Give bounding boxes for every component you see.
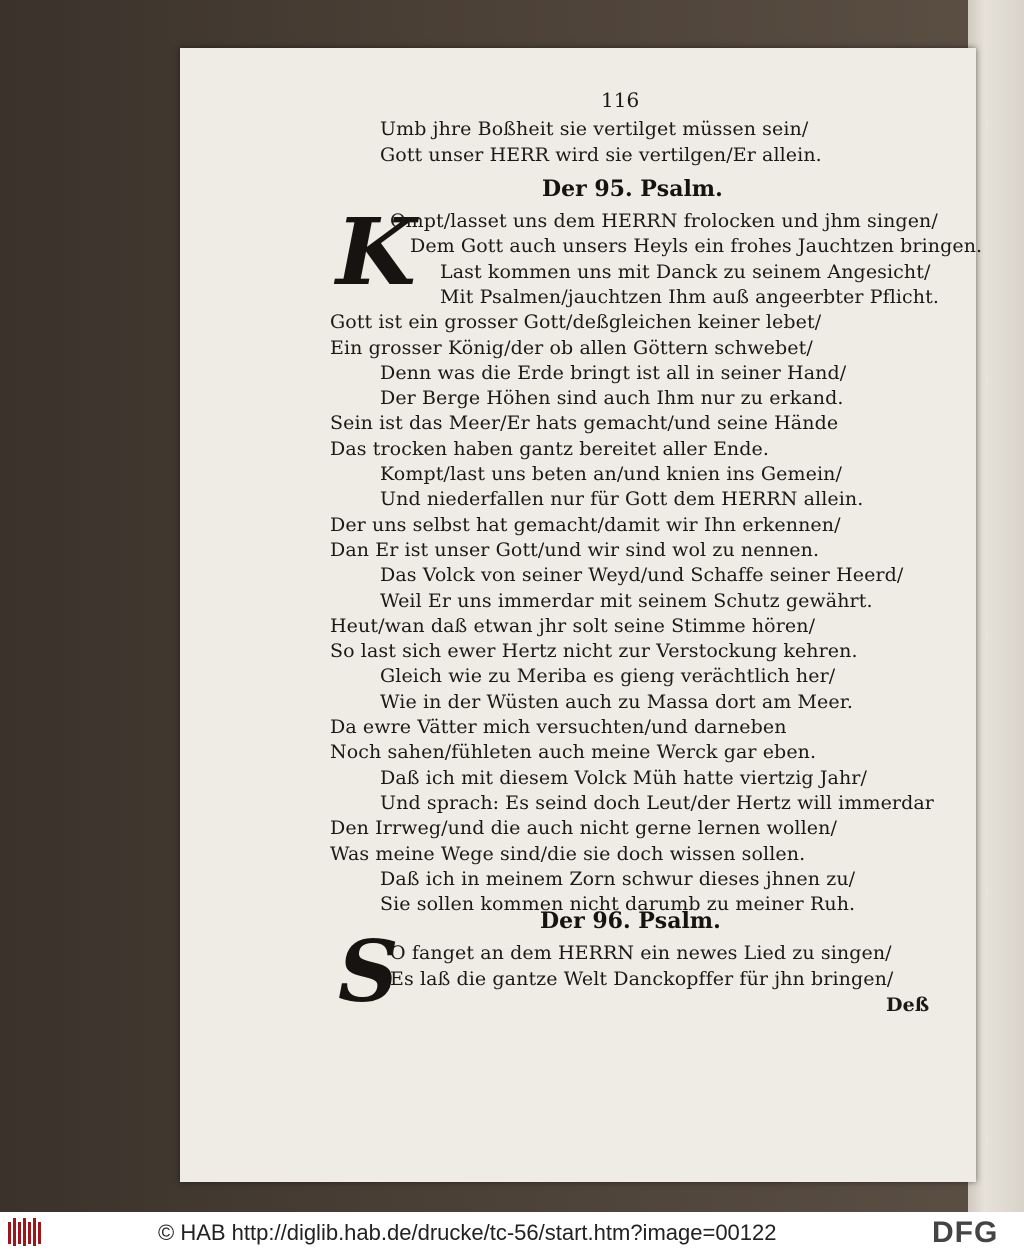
book-page [180, 48, 983, 1182]
text-line: Den Irrweg/und die auch nicht gerne lernen wollen/ [330, 817, 837, 839]
text-line: O fanget an dem HERRN ein newes Lied zu singen/ [390, 942, 892, 964]
text-line: Und sprach: Es seind doch Leut/der Hertz will immerdar [380, 792, 934, 814]
page-number: 116 [601, 88, 640, 112]
text-line: Weil Er uns immerdar mit seinem Schutz gewährt. [380, 590, 873, 612]
drop-cap: K [336, 198, 416, 306]
text-line: Umb jhre Boßheit sie vertilget müssen sein/ [380, 118, 809, 140]
text-line: Das Volck von seiner Weyd/und Schaffe seiner Heerd/ [380, 564, 904, 586]
text-line: Last kommen uns mit Danck zu seinem Angesicht/ [440, 261, 931, 283]
text-line: Dan Er ist unser Gott/und wir sind wol zu nennen. [330, 539, 820, 561]
text-line: Gott unser HERR wird sie vertilgen/Er allein. [380, 144, 822, 166]
show-through-text [976, 178, 1024, 1078]
text-line: So last sich ewer Hertz nicht zur Verstockung kehren. [330, 640, 858, 662]
text-line: Gleich wie zu Meriba es gieng verächtlich her/ [380, 665, 836, 687]
text-line: Noch sahen/fühleten auch meine Werck gar eben. [330, 741, 817, 763]
text-line: Mit Psalmen/jauchtzen Ihm auß angeerbter Pflicht. [440, 286, 940, 308]
text-line: Denn was die Erde bringt ist all in seiner Hand/ [380, 362, 847, 384]
text-line: Daß ich in meinem Zorn schwur dieses jhnen zu/ [380, 868, 856, 890]
text-line: Der Berge Höhen sind auch Ihm nur zu erkand. [380, 387, 844, 409]
text-line: Wie in der Wüsten auch zu Massa dort am Meer. [380, 691, 853, 713]
text-line: Daß ich mit diesem Volck Müh hatte viertzig Jahr/ [380, 767, 867, 789]
catchword: Deß [886, 994, 930, 1016]
text-line: Heut/wan daß etwan jhr solt seine Stimme hören/ [330, 615, 816, 637]
drop-cap: S [338, 922, 399, 1021]
text-line: Ompt/lasset uns dem HERRN frolocken und jhm singen/ [390, 210, 938, 232]
text-line: Sein ist das Meer/Er hats gemacht/und seine Hände [330, 412, 839, 434]
text-line: Das trocken haben gantz bereitet aller Ende. [330, 438, 770, 460]
text-line: Da ewre Vätter mich versuchten/und darneben [330, 716, 787, 738]
psalm-heading: Der 95. Psalm. [542, 176, 723, 202]
footer-bar [0, 1212, 1024, 1252]
text-line: Ein grosser König/der ob allen Göttern schwebet/ [330, 337, 813, 359]
text-line: Was meine Wege sind/die sie doch wissen sollen. [330, 843, 806, 865]
text-line: Gott ist ein grosser Gott/deßgleichen keiner lebet/ [330, 311, 822, 333]
copyright-text[interactable]: © HAB http://diglib.hab.de/drucke/tc-56/start.htm?image=00122 [158, 1220, 777, 1245]
text-line: Dem Gott auch unsers Heyls ein frohes Jauchtzen bringen. [410, 235, 983, 257]
text-line: Der uns selbst hat gemacht/damit wir Ihn erkennen/ [330, 514, 841, 536]
text-line: Kompt/last uns beten an/und knien ins Gemein/ [380, 463, 842, 485]
text-line: Es laß die gantze Welt Danckopffer für jhn bringen/ [390, 968, 894, 990]
dfg-logo: DFG [932, 1216, 999, 1249]
text-line: Sie sollen kommen nicht darumb zu meiner Ruh. [380, 893, 856, 915]
library-logo-icon [6, 1216, 46, 1248]
text-line: Und niederfallen nur für Gott dem HERRN allein. [380, 488, 864, 510]
psalm-heading: Der 96. Psalm. [540, 908, 721, 934]
